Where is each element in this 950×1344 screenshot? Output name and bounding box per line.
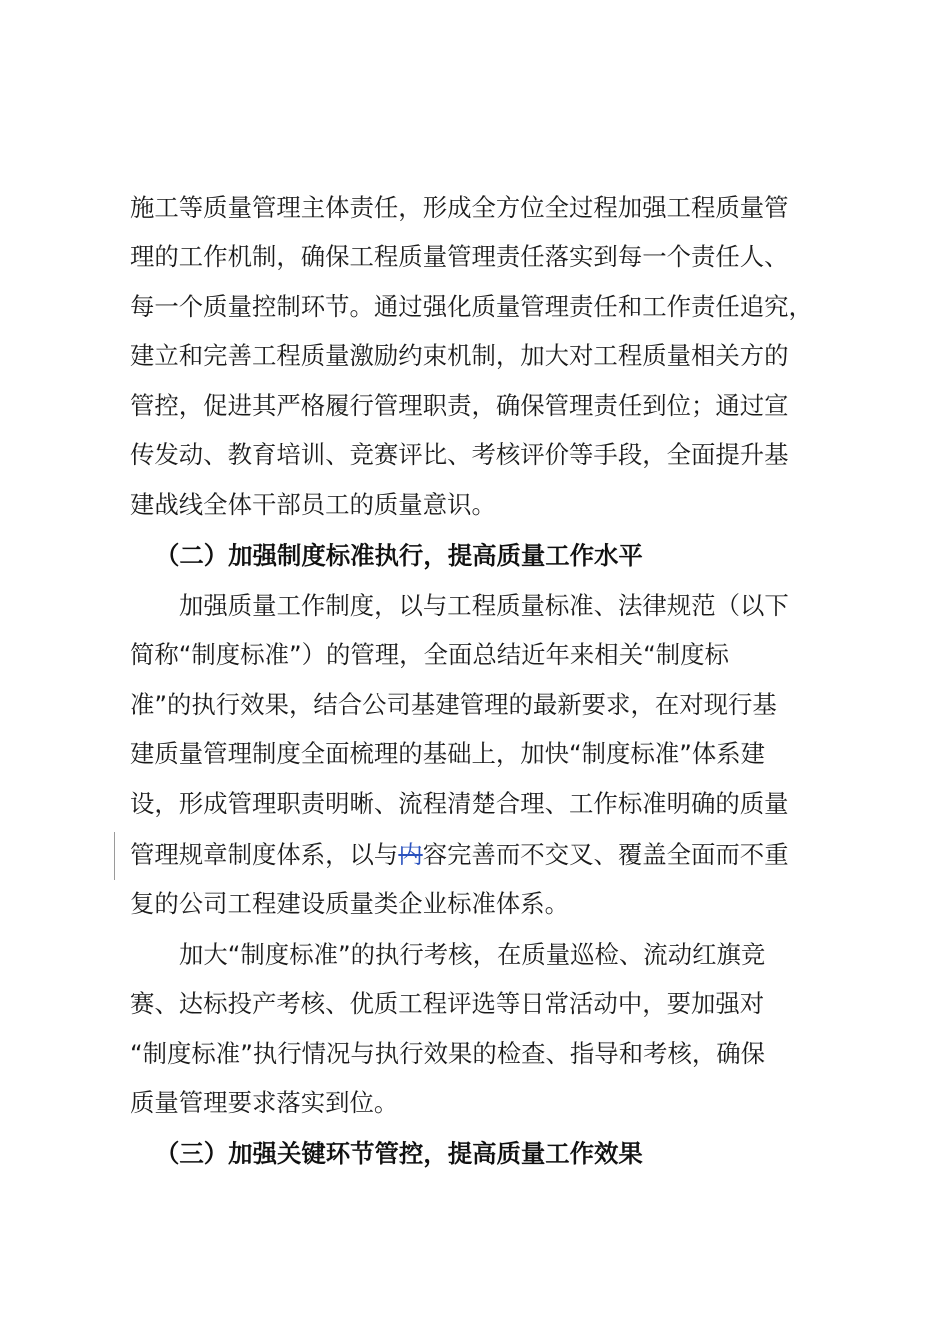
deleted-text: 内 xyxy=(398,840,423,869)
revised-paragraph-line xyxy=(130,830,830,880)
text-segment: 管理规章制度体系，以与 xyxy=(130,840,399,869)
paragraph-line: 每一个质量控制环节。通过强化质量管理责任和工作责任追究， xyxy=(130,292,813,321)
paragraph-line: 准”的执行效果，结合公司基建管理的最新要求，在对现行基 xyxy=(130,690,777,719)
paragraph-line: 建质量管理制度全面梳理的基础上，加快“制度标准”体系建 xyxy=(130,739,766,768)
paragraph-line: 简称“制度标准”）的管理，全面总结近年来相关“制度标 xyxy=(130,640,729,669)
paragraph-line: “制度标准”执行情况与执行效果的检查、指导和考核，确保 xyxy=(130,1039,766,1068)
paragraph-line: 建战线全体干部员工的质量意识。 xyxy=(130,490,496,519)
change-bar xyxy=(114,832,115,880)
paragraph-line: 施工等质量管理主体责任，形成全方位全过程加强工程质量管 xyxy=(130,193,789,222)
paragraph-line: 管控，促进其严格履行管理职责，确保管理责任到位；通过宣 xyxy=(130,391,789,420)
paragraph-line: 加强质量工作制度，以与工程质量标准、法律规范（以下 xyxy=(179,591,789,620)
section-heading-2: （二）加强制度标准执行，提高质量工作水平 xyxy=(155,541,643,570)
paragraph-line: 质量管理要求落实到位。 xyxy=(130,1088,399,1117)
text-segment: 容完善而不交叉、覆盖全面而不重 xyxy=(422,840,789,869)
paragraph-line: 理的工作机制，确保工程质量管理责任落实到每一个责任人、 xyxy=(130,242,789,271)
paragraph-line: 加大“制度标准”的执行考核，在质量巡检、流动红旗竞 xyxy=(179,940,766,969)
paragraph-line: 建立和完善工程质量激励约束机制，加大对工程质量相关方的 xyxy=(130,341,789,370)
paragraph-line: 设，形成管理职责明晰、流程清楚合理、工作标准明确的质量 xyxy=(130,789,789,818)
paragraph-line: 复的公司工程建设质量类企业标准体系。 xyxy=(130,889,570,918)
section-heading-3: （三）加强关键环节管控，提高质量工作效果 xyxy=(155,1139,643,1168)
paragraph-line: 赛、达标投产考核、优质工程评选等日常活动中，要加强对 xyxy=(130,989,765,1018)
paragraph-line: 传发动、教育培训、竞赛评比、考核评价等手段，全面提升基 xyxy=(130,440,789,469)
